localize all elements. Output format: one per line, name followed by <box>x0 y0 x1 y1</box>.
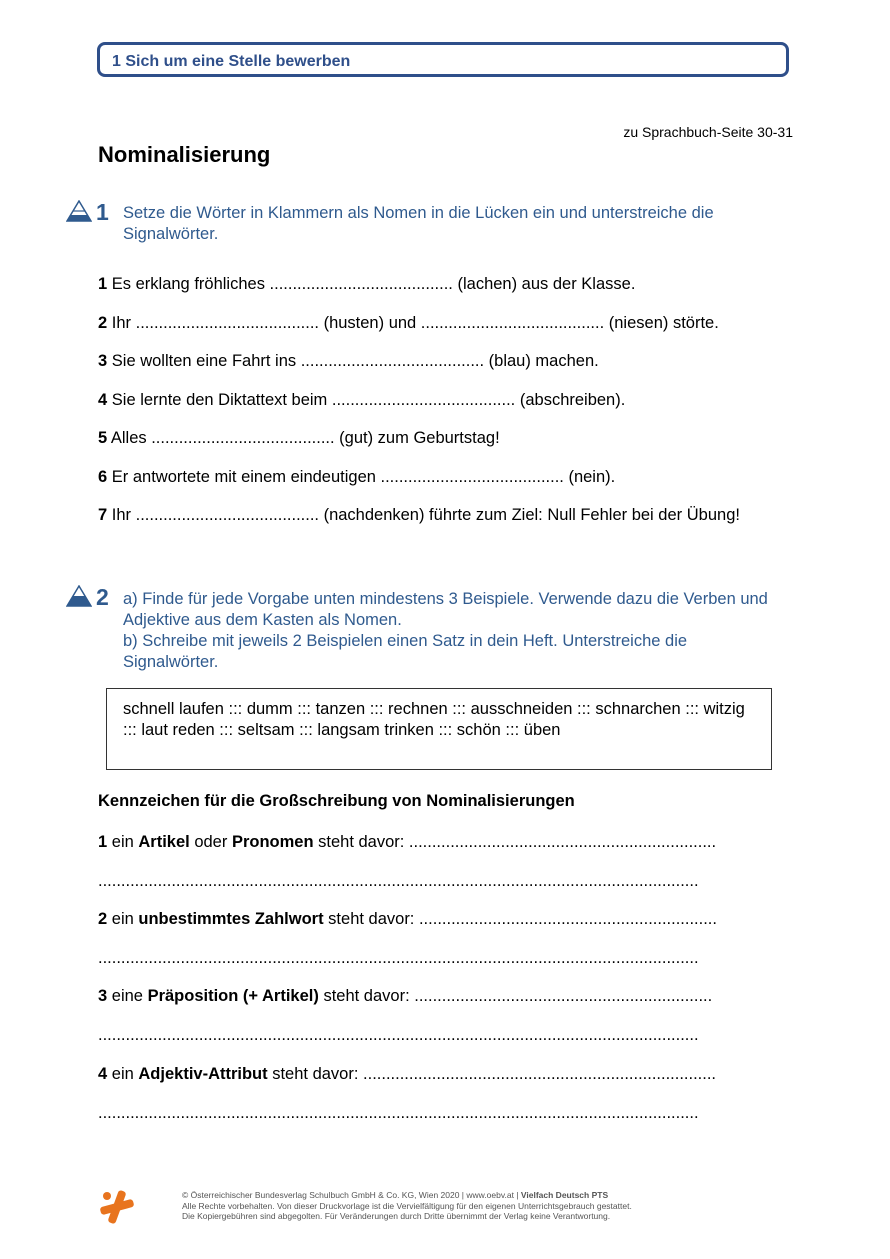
footer-copyright: © Österreichischer Bundesverlag Schulbuch GmbH & Co. KG, Wien 2020 | www.oebv.at | Vielfach Deutsch PTS Alle Rechte vorbehalten. Von dieser Druckvorlage ist die Vervielfältigung für den eigenen Unterrichtsgebrauch gestattet. Die Kopiergebühren sind abgegolten. Für Veränderungen durch Dritte übernimmt der Verlag keine Verantwortung. <box>182 1190 632 1221</box>
sentence-3: 3 Sie wollten eine Fahrt ins ........................................ (blau) machen. <box>98 352 599 370</box>
publisher-logo-icon <box>98 1188 136 1226</box>
exercise-2-instruction-b: b) Schreibe mit jeweils 2 Beispielen einen Satz in dein Heft. Unterstreiche die Signalwörter. <box>123 632 688 671</box>
answer-line[interactable]: ................................................................................................................................... <box>98 1104 699 1122</box>
exercise-2-number: 2 <box>96 584 109 610</box>
exercise-2-instruction-a: a) Finde für jede Vorgabe unten mindestens 3 Beispiele. Verwende dazu die Verben und Adjektive aus dem Kasten als Nomen. <box>123 590 768 629</box>
sentence-1: 1 Es erklang fröhliches ........................................ (lachen) aus der Klasse. <box>98 275 636 293</box>
criteria-item-2: 2 ein unbestimmtes Zahlwort steht davor: ................................................................. <box>98 910 717 928</box>
answer-line[interactable]: ................................................................................................................................... <box>98 1026 699 1044</box>
word-box: schnell laufen ::: dumm ::: tanzen ::: rechnen ::: ausschneiden ::: schnarchen ::: witzig ::: laut reden ::: seltsam ::: langsam trinken ::: schön ::: üben <box>106 688 772 770</box>
sentence-7: 7 Ihr ........................................ (nachdenken) führte zum Ziel: Null Fehler bei der Übung! <box>98 506 740 524</box>
answer-line[interactable]: ................................................................................................................................... <box>98 872 699 890</box>
exercise-1-instruction: Setze die Wörter in Klammern als Nomen in die Lücken ein und unterstreiche die Signalwörter. <box>123 204 714 243</box>
answer-line[interactable]: ................................................................................................................................... <box>98 949 699 967</box>
chapter-title: 1 Sich um eine Stelle bewerben <box>112 53 351 70</box>
sentence-5: 5 Alles ........................................ (gut) zum Geburtstag! <box>98 429 500 447</box>
difficulty-pyramid-icon <box>66 585 92 607</box>
sentence-4: 4 Sie lernte den Diktattext beim ........................................ (abschreiben). <box>98 391 626 409</box>
page-title: Nominalisierung <box>98 142 271 167</box>
exercise-1-number: 1 <box>96 199 109 225</box>
page-reference: zu Sprachbuch-Seite 30-31 <box>623 124 793 140</box>
criteria-item-1: 1 ein Artikel oder Pronomen steht davor: ................................................................... <box>98 833 717 851</box>
criteria-item-3: 3 eine Präposition (+ Artikel) steht davor: ................................................................. <box>98 987 713 1005</box>
difficulty-pyramid-icon <box>66 200 92 222</box>
sentence-2: 2 Ihr ........................................ (husten) und ........................................ (niesen) störte. <box>98 314 719 332</box>
criteria-heading: Kennzeichen für die Großschreibung von Nominalisierungen <box>98 792 575 810</box>
chapter-header <box>97 42 789 77</box>
criteria-item-4: 4 ein Adjektiv-Attribut steht davor: ............................................................................. <box>98 1065 717 1083</box>
sentence-6: 6 Er antwortete mit einem eindeutigen ........................................ (nein). <box>98 468 616 486</box>
